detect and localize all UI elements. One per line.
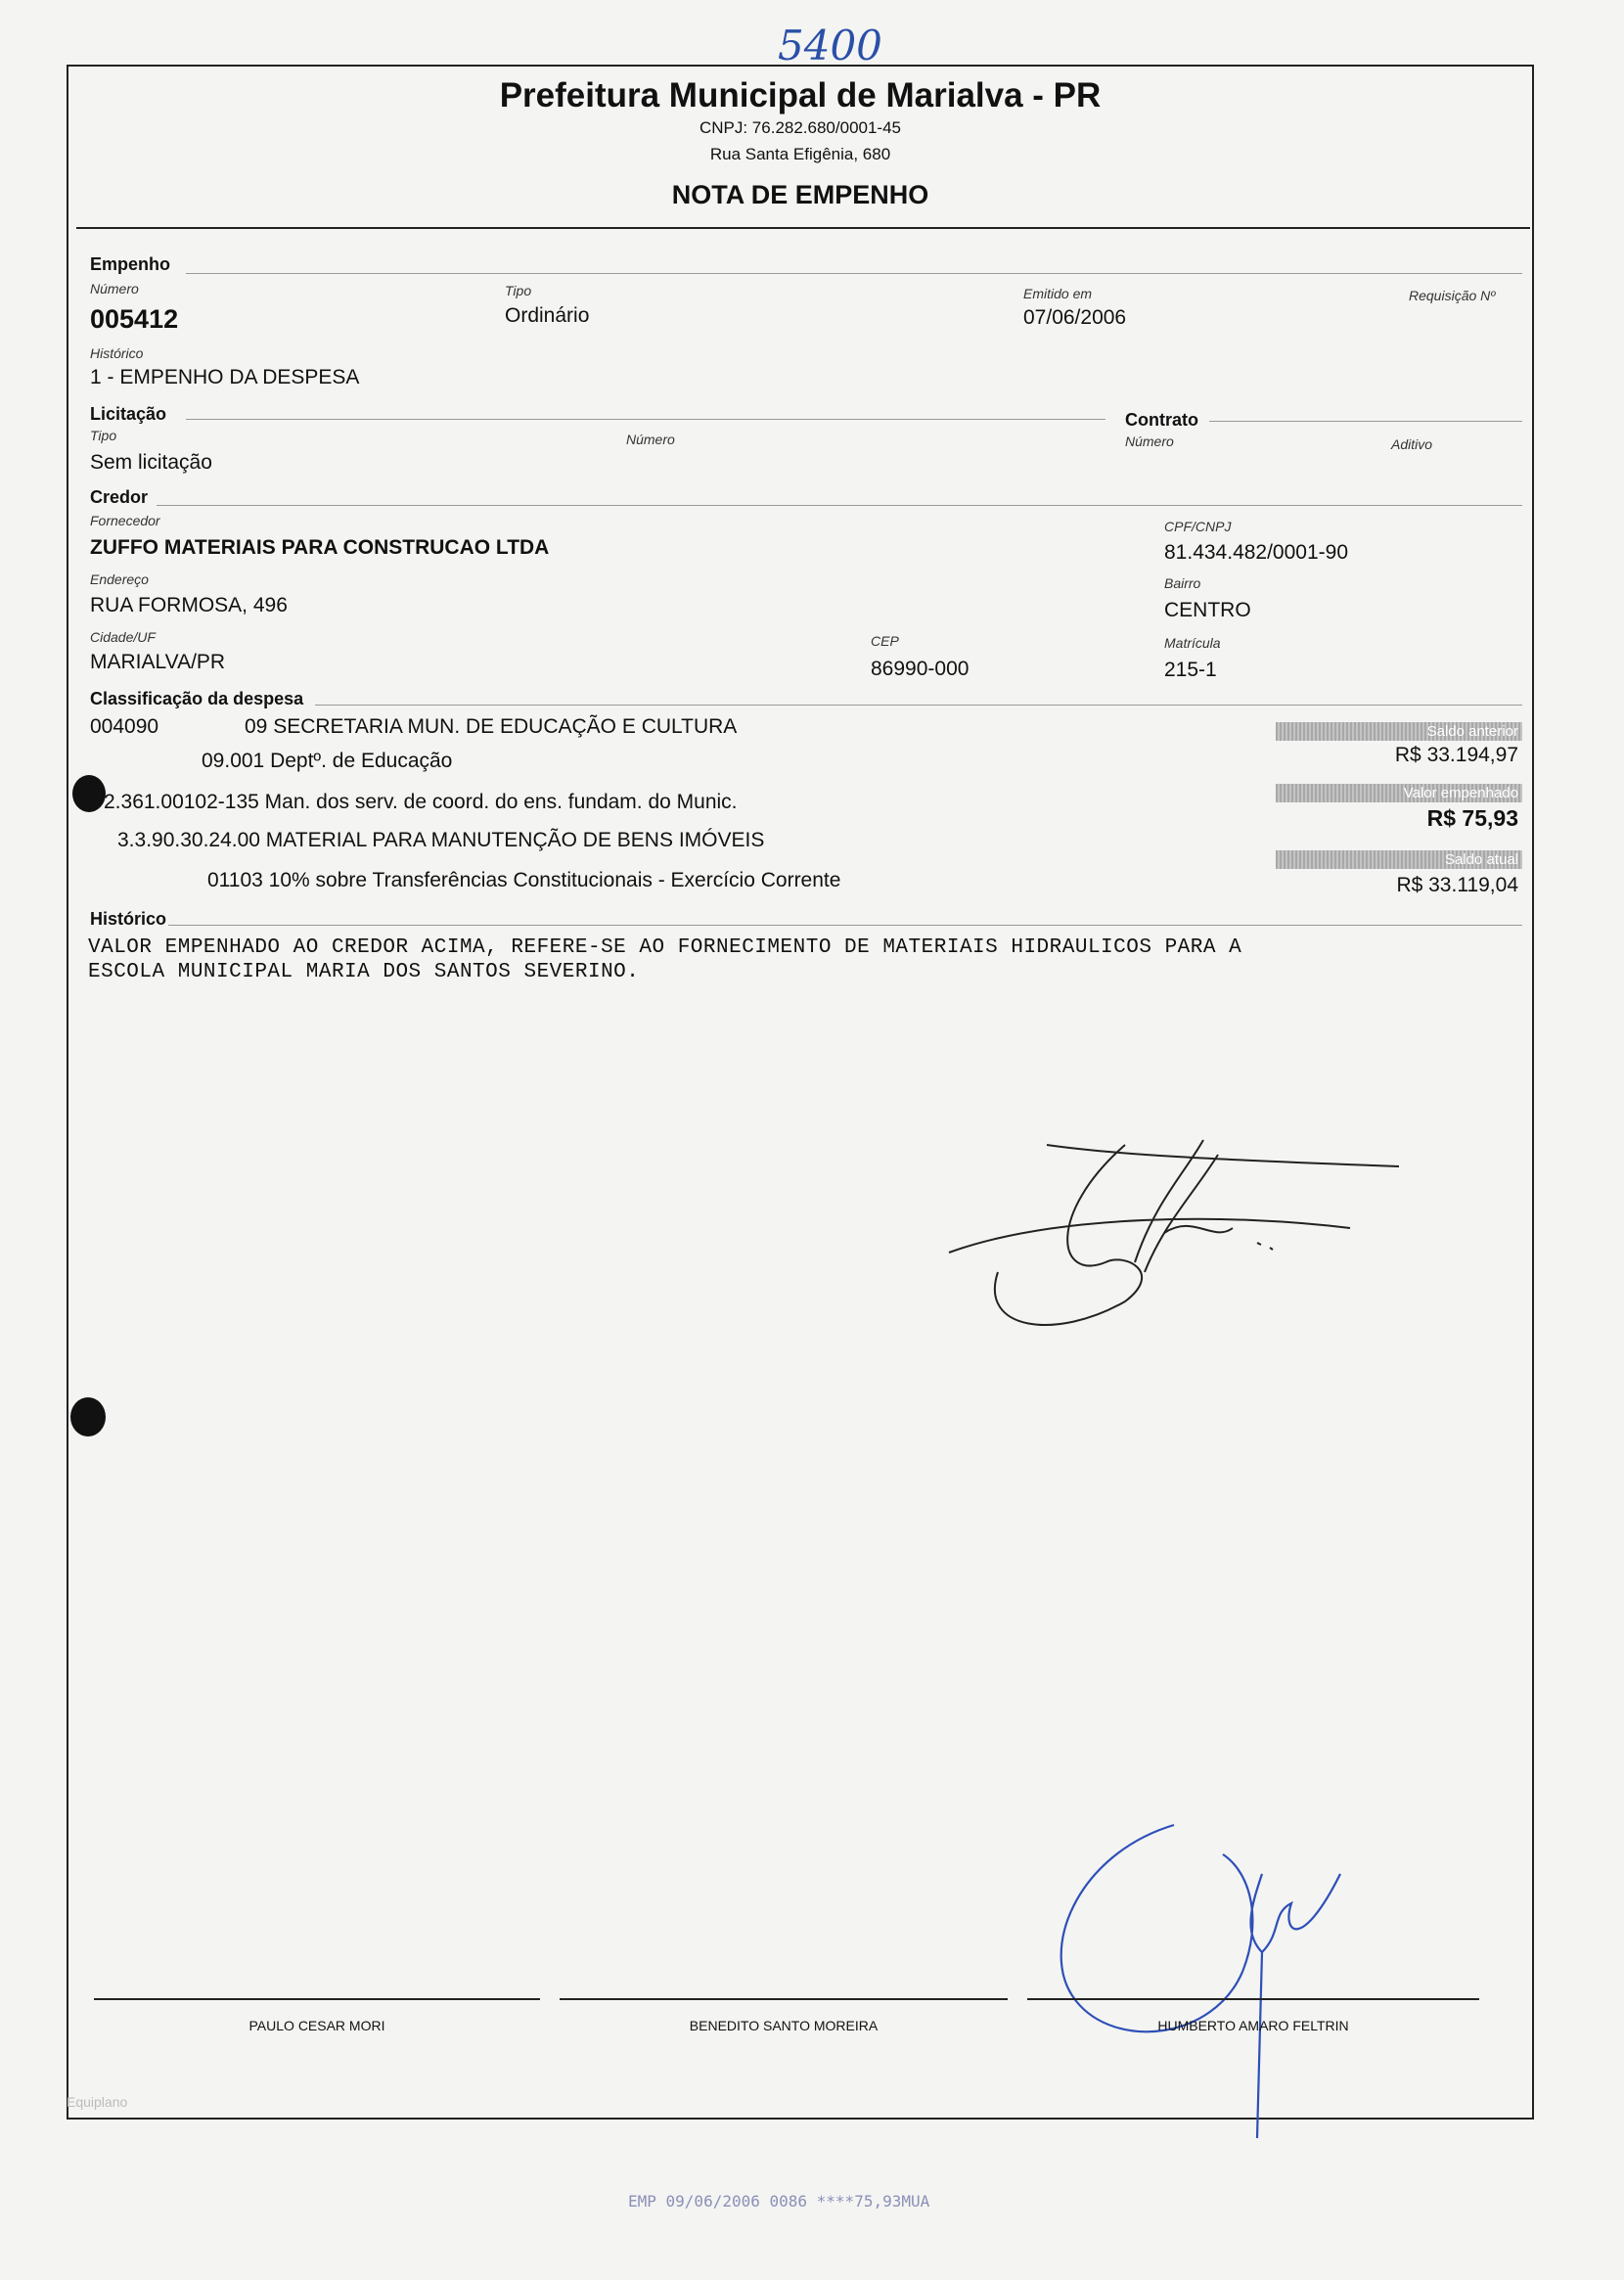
- divider: [168, 925, 1522, 926]
- tipo-value: Ordinário: [505, 304, 590, 327]
- signature-name-2: BENEDITO SANTO MOREIRA: [689, 2018, 879, 2033]
- footer-stamp: EMP 09/06/2006 0086 ****75,93MUA: [628, 2192, 930, 2211]
- historico-label: Histórico: [90, 345, 144, 361]
- section-empenho: Empenho: [90, 254, 171, 274]
- licitacao-tipo-label: Tipo: [90, 428, 117, 443]
- valor-empenhado-label: Valor empenhado: [1276, 784, 1522, 802]
- signature-blue: [1017, 1815, 1370, 2148]
- saldo-anterior-value: R$ 33.194,97: [1394, 744, 1518, 766]
- section-credor: Credor: [90, 487, 149, 507]
- endereco-value: RUA FORMOSA, 496: [90, 594, 288, 616]
- classificacao-line1: 09 SECRETARIA MUN. DE EDUCAÇÃO E CULTURA: [245, 715, 738, 738]
- cidade-label: Cidade/UF: [90, 629, 156, 645]
- signature-line-3: [1027, 1998, 1479, 2000]
- classificacao-line3: 2.361.00102-135 Man. dos serv. de coord. do ens. fundam. do Munic.: [104, 791, 738, 813]
- contrato-aditivo-label: Aditivo: [1391, 436, 1433, 452]
- divider: [157, 505, 1522, 506]
- doc-title: NOTA DE EMPENHO: [671, 180, 929, 209]
- classificacao-line2: 09.001 Deptº. de Educação: [202, 750, 453, 772]
- tipo-label: Tipo: [505, 283, 532, 298]
- section-contrato: Contrato: [1125, 410, 1198, 430]
- numero-label: Número: [90, 281, 139, 296]
- endereco-label: Endereço: [90, 571, 149, 587]
- punch-hole: [72, 775, 106, 812]
- cpf-value: 81.434.482/0001-90: [1164, 541, 1349, 564]
- historico-line1: VALOR EMPENHADO AO CREDOR ACIMA, REFERE-SE AO FORNECIMENTO DE MATERIAIS HIDRAULICOS PARA A: [88, 936, 1242, 959]
- section-classificacao: Classificação da despesa: [90, 689, 304, 708]
- signature-name-3: HUMBERTO AMARO FELTRIN: [1157, 2018, 1349, 2033]
- divider: [186, 273, 1522, 274]
- page-title: Prefeitura Municipal de Marialva - PR: [499, 76, 1102, 114]
- saldo-atual-value: R$ 33.119,04: [1396, 874, 1518, 896]
- historico-line2: ESCOLA MUNICIPAL MARIA DOS SANTOS SEVERINO.: [88, 961, 640, 983]
- signature-line-1: [94, 1998, 540, 2000]
- divider: [1209, 421, 1522, 422]
- contrato-numero-label: Número: [1125, 433, 1174, 449]
- cep-value: 86990-000: [871, 658, 970, 680]
- signature-scribble: [939, 1135, 1409, 1350]
- classificacao-line4: 3.3.90.30.24.00 MATERIAL PARA MANUTENÇÃO DE BENS IMÓVEIS: [117, 829, 765, 851]
- divider: [315, 705, 1522, 706]
- cnpj-text: CNPJ: 76.282.680/0001-45: [699, 118, 902, 137]
- classificacao-line5: 01103 10% sobre Transferências Constitucionais - Exercício Corrente: [207, 869, 841, 891]
- matricula-value: 215-1: [1164, 659, 1217, 681]
- section-licitacao: Licitação: [90, 404, 167, 424]
- bairro-value: CENTRO: [1164, 599, 1251, 621]
- cpf-label: CPF/CNPJ: [1164, 519, 1232, 534]
- divider: [186, 419, 1105, 420]
- emitido-value: 07/06/2006: [1023, 306, 1127, 329]
- historico-value: 1 - EMPENHO DA DESPESA: [90, 366, 360, 388]
- cep-label: CEP: [871, 633, 899, 649]
- signature-name-1: PAULO CESAR MORI: [248, 2018, 385, 2033]
- licitacao-tipo-value: Sem licitação: [90, 451, 212, 474]
- emitido-label: Emitido em: [1023, 286, 1093, 301]
- handwritten-number: 5400: [778, 22, 882, 69]
- bairro-label: Bairro: [1164, 575, 1201, 591]
- header-divider: [76, 227, 1530, 229]
- address-text: Rua Santa Efigênia, 680: [709, 145, 891, 163]
- signature-line-2: [560, 1998, 1008, 2000]
- valor-empenhado-value: R$ 75,93: [1426, 805, 1518, 831]
- footer-brand: Equiplano: [67, 2094, 128, 2110]
- requisicao-label: Requisição Nº: [1409, 288, 1496, 303]
- fornecedor-label: Fornecedor: [90, 513, 160, 528]
- punch-hole: [70, 1397, 106, 1436]
- empenho-numero: 005412: [90, 304, 179, 334]
- cidade-value: MARIALVA/PR: [90, 651, 226, 673]
- matricula-label: Matrícula: [1164, 635, 1221, 651]
- classificacao-code: 004090: [90, 715, 159, 738]
- section-historico: Histórico: [90, 909, 167, 929]
- licitacao-numero-label: Número: [626, 432, 675, 447]
- saldo-atual-label: Saldo atual: [1276, 850, 1522, 869]
- saldo-anterior-label: Saldo anterior: [1276, 722, 1522, 741]
- fornecedor-value: ZUFFO MATERIAIS PARA CONSTRUCAO LTDA: [90, 536, 550, 559]
